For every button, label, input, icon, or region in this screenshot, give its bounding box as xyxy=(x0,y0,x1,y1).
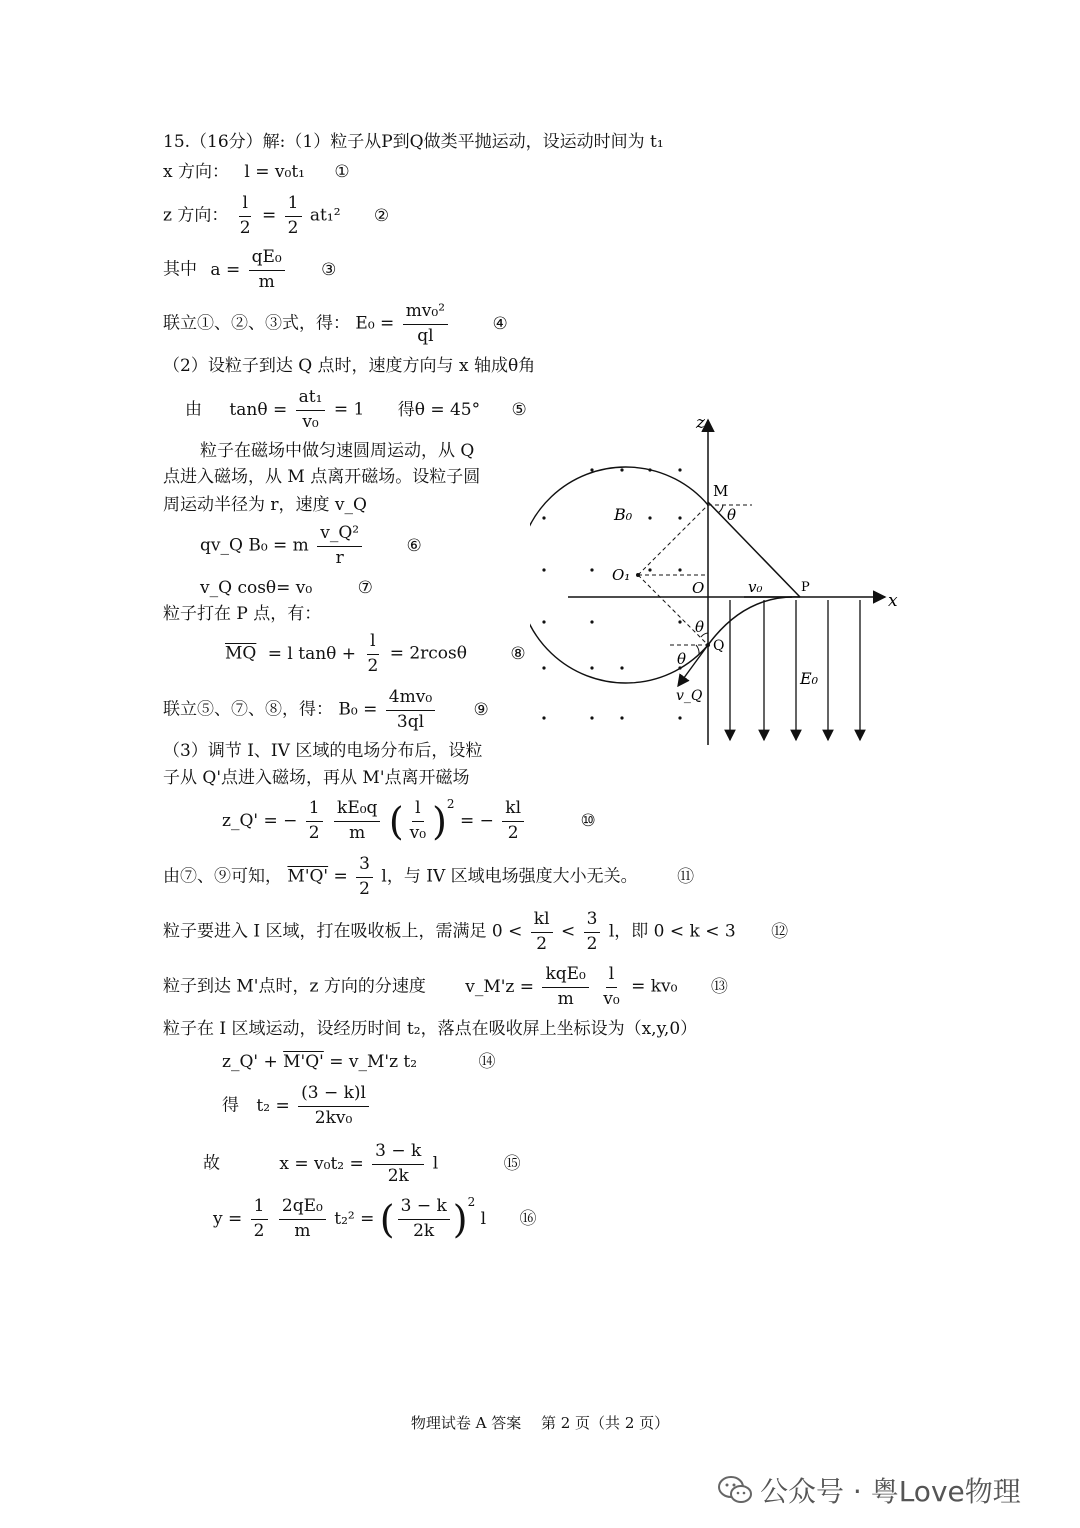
line-11-equals: = xyxy=(333,866,348,887)
equation-10-fraction-1: $\frac{1}{2}$ xyxy=(306,799,323,843)
z-direction-line xyxy=(163,194,389,238)
wechat-icon xyxy=(718,1475,752,1505)
line-13 xyxy=(163,965,728,1009)
equation-15-fraction: $\frac{3 - k}{2k}$ xyxy=(372,1142,424,1186)
equation-14-overline: M'Q' xyxy=(283,1052,324,1072)
line-12 xyxy=(163,910,788,954)
line-12-text: l，即 0 < k < 3 xyxy=(608,921,736,942)
label-b0: B₀ xyxy=(614,505,633,524)
marker-3: ③ xyxy=(321,259,337,280)
angle-arc-q-left xyxy=(696,645,699,654)
marker-10: ⑩ xyxy=(580,811,596,831)
equation-10-fraction-2: $\frac{\text{kE₀q}}{m}$ xyxy=(334,799,380,843)
line-12-intro: 粒子要进入 I 区域，打在吸收板上，需满足 0 < xyxy=(163,921,523,942)
equation-2-equals: = xyxy=(262,205,277,226)
equation-1: l = v₀t₁ xyxy=(244,162,305,182)
point-q xyxy=(706,643,710,647)
equation-14-rhs: = v_M'z t₂ xyxy=(329,1052,418,1072)
marker-16: ⑯ xyxy=(519,1209,537,1229)
marker-9: ⑨ xyxy=(473,699,489,720)
label-theta-q-top: θ xyxy=(695,618,705,636)
qizhong-line xyxy=(163,248,336,292)
equation-10-lhs: z_Q' = − xyxy=(222,811,298,831)
equation-16-line: y = $\frac{1}{2}$ $\frac{\text{2qE₀}}{m}$ t₂² = ( $\frac{3 - k}{2k}$ )$^2$ l ⑯ xyxy=(213,1195,537,1242)
magnetic-paragraph-line-1: 粒子在磁场中做匀速圆周运动，从 Q xyxy=(200,441,475,461)
angle-arc-m xyxy=(718,505,723,513)
equation-8-rest: = 2rcosθ xyxy=(389,643,467,664)
equation-7-line xyxy=(200,580,373,597)
equation-5-result: 得θ = 45° xyxy=(397,399,481,420)
equation-t2-fraction: $\frac{(3 - k)l}{\text{2kv₀}}$ xyxy=(298,1084,369,1128)
line-12-fraction-1: $\frac{kl}{2}$ xyxy=(531,910,553,954)
equation-10-fraction-3: $\frac{l}{\text{v₀}}$ xyxy=(409,798,427,843)
equation-6-lhs: qv_Q B₀ = m xyxy=(200,535,309,556)
magnetic-paragraph-line-3: 周运动半径为 r，速度 v_Q xyxy=(163,495,367,515)
line-11-intro: 由⑦、⑨可知， xyxy=(163,866,282,887)
gu-label: 故 xyxy=(203,1153,220,1174)
line-11-overline: M'Q' xyxy=(287,866,329,887)
marker-15: ⑮ xyxy=(503,1153,521,1174)
part-3-line-1: （3）调节 I、IV 区域的电场分布后，设粒 xyxy=(163,741,483,761)
equation-6-fraction: $\frac{\text{v\_Q²}}{r}$ xyxy=(317,524,362,568)
part-3-line-2: 子从 Q'点进入磁场，再从 M'点离开磁场 xyxy=(163,768,470,788)
equation-14-line xyxy=(222,1054,495,1071)
z-dir-label: z 方向： xyxy=(163,205,229,226)
label-theta-m: θ xyxy=(727,506,737,524)
x-dir-label: x 方向： xyxy=(163,162,229,182)
line-12-fraction-2: $\frac{3}{2}$ xyxy=(584,910,601,954)
label-p: P xyxy=(801,580,810,595)
line-13-intro: 粒子到达 M'点时，z 方向的分速度 xyxy=(163,976,426,997)
hit-p-line: 粒子打在 P 点，有： xyxy=(163,604,322,624)
marker-13: ⑬ xyxy=(710,976,728,997)
equation-10-fraction-4: $\frac{kl}{2}$ xyxy=(502,799,524,843)
line-14-text: 粒子在 I 区域运动，设经历时间 t₂，落点在吸收屏上坐标设为（x,y,0） xyxy=(163,1019,698,1039)
equation-5-fraction: $\frac{\text{at₁}}{\text{v₀}}$ xyxy=(296,388,326,432)
equation-6-line xyxy=(200,524,422,568)
equation-7: v_Q cosθ= v₀ xyxy=(200,578,313,598)
line-11-text: l，与 IV 区域电场强度大小无关。 xyxy=(381,866,638,887)
equation-16-lhs: y = xyxy=(213,1209,243,1229)
qizhong-label: 其中 xyxy=(163,259,197,280)
equation-16-mid: t₂² = xyxy=(334,1209,375,1229)
equation-8-mid: = l tanθ + xyxy=(267,643,357,664)
marker-6: ⑥ xyxy=(406,535,422,556)
equation-3-lhs: a = xyxy=(210,259,241,280)
lianli-2-line xyxy=(163,688,489,732)
de-label: 得 xyxy=(222,1095,239,1116)
equation-t2-lhs: t₂ = xyxy=(256,1095,290,1116)
lianli-1-line xyxy=(163,302,508,346)
marker-7: ⑦ xyxy=(357,578,373,598)
label-m: M xyxy=(713,482,729,500)
equation-15-rest: l xyxy=(432,1153,439,1174)
equation-2-rhs-fraction: $\frac{1}{2}$ xyxy=(285,194,302,238)
label-e0: E₀ xyxy=(800,669,819,688)
equation-16-rest: l xyxy=(480,1209,487,1229)
lianli-1-text: 联立①、②、③式，得： xyxy=(163,313,350,334)
line-11-fraction: $\frac{3}{2}$ xyxy=(356,855,373,899)
problem-header: 15.（16分）解:（1）粒子从P到Q做类平抛运动，设运动时间为 t₁ xyxy=(163,132,664,152)
marker-12: ⑫ xyxy=(771,921,789,942)
line-12-lt: < xyxy=(560,921,576,942)
x-direction-line xyxy=(163,164,350,181)
equation-5-rest: = 1 xyxy=(333,399,365,420)
equation-16-fraction-3: $\frac{3 - k}{2k}$ xyxy=(398,1197,450,1241)
marker-1: ① xyxy=(334,162,350,182)
equation-5-lhs: tanθ = xyxy=(229,399,288,420)
marker-14: ⑭ xyxy=(478,1052,496,1072)
equation-t2-line xyxy=(222,1084,372,1128)
line-13-rest: = kv₀ xyxy=(631,976,678,997)
lianli-2-text: 联立⑤、⑦、⑧，得： xyxy=(163,699,333,720)
you-label: 由 xyxy=(185,399,202,420)
line-13-fraction-2: $\frac{l}{\text{v₀}}$ xyxy=(603,964,620,1009)
marker-11: ⑪ xyxy=(677,866,695,887)
label-theta-q-left: θ xyxy=(677,650,687,668)
z-axis-label: z xyxy=(696,413,705,433)
equation-10-equals: = − xyxy=(459,811,494,831)
equation-9-lhs: B₀ = xyxy=(338,699,378,720)
marker-4: ④ xyxy=(492,313,508,334)
electric-field-lines xyxy=(730,600,860,740)
equation-10-square: 2 xyxy=(446,797,455,811)
label-vq: v_Q xyxy=(676,688,703,704)
equation-10-line: z_Q' = − $\frac{1}{2}$ $\frac{\text{kE₀q}}{m}$ ( $\frac{l}{\text{v₀}}$ )$^2$ = − $\frac{kl}{2}$ ⑩ xyxy=(222,797,596,844)
equation-5-line xyxy=(185,388,527,432)
equation-2-lhs-fraction: $\frac{l}{2}$ xyxy=(239,193,251,238)
magnetic-paragraph-line-2: 点进入磁场，从 M 点离开磁场。设粒子圆 xyxy=(163,467,481,487)
equation-2-rest: at₁² xyxy=(309,205,341,226)
equation-16-fraction-1: $\frac{1}{2}$ xyxy=(251,1197,268,1241)
page-footer: 物理试卷 A 答案 第 2 页（共 2 页） xyxy=(410,1414,670,1432)
label-q: Q xyxy=(713,638,725,654)
marker-2: ② xyxy=(373,205,390,226)
equation-4-lhs: E₀ = xyxy=(355,313,395,334)
label-v0: v₀ xyxy=(748,578,763,596)
equation-9-fraction: $\frac{\text{4mv₀}}{3ql}$ xyxy=(386,688,435,732)
label-o1: O₁ xyxy=(612,566,631,584)
line-13-lhs: v_M'z = xyxy=(465,976,535,997)
marker-5: ⑤ xyxy=(511,399,527,420)
equation-8-lhs: $\overline{MQ}$ xyxy=(225,643,257,664)
physics-diagram xyxy=(530,410,910,760)
equation-16-fraction-2: $\frac{\text{2qE₀}}{m}$ xyxy=(279,1197,326,1241)
watermark xyxy=(718,1470,1021,1510)
equation-14-lhs: z_Q' + xyxy=(222,1052,278,1072)
x-axis-label: x xyxy=(888,591,898,611)
center-o1-point xyxy=(636,573,640,577)
watermark-text: 公众号 · 粤Love物理 xyxy=(760,1475,1021,1508)
equation-8-fraction: $\frac{l}{2}$ xyxy=(367,631,379,676)
equation-16-square: 2 xyxy=(467,1195,476,1209)
label-o: O xyxy=(692,579,705,597)
line-13-fraction-1: $\frac{\text{kqE₀}}{m}$ xyxy=(542,965,588,1009)
equation-8-line xyxy=(225,632,526,676)
equation-15-line xyxy=(203,1142,521,1186)
marker-8: ⑧ xyxy=(510,643,526,664)
equation-15-lhs: x = v₀t₂ = xyxy=(279,1153,364,1174)
equation-4-fraction: $\frac{\text{mv₀²}}{ql}$ xyxy=(403,302,448,346)
part-2-intro: （2）设粒子到达 Q 点时，速度方向与 x 轴成θ角 xyxy=(163,356,536,376)
line-11 xyxy=(163,855,694,899)
equation-3-fraction: $\frac{\text{qE₀}}{m}$ xyxy=(249,248,285,292)
